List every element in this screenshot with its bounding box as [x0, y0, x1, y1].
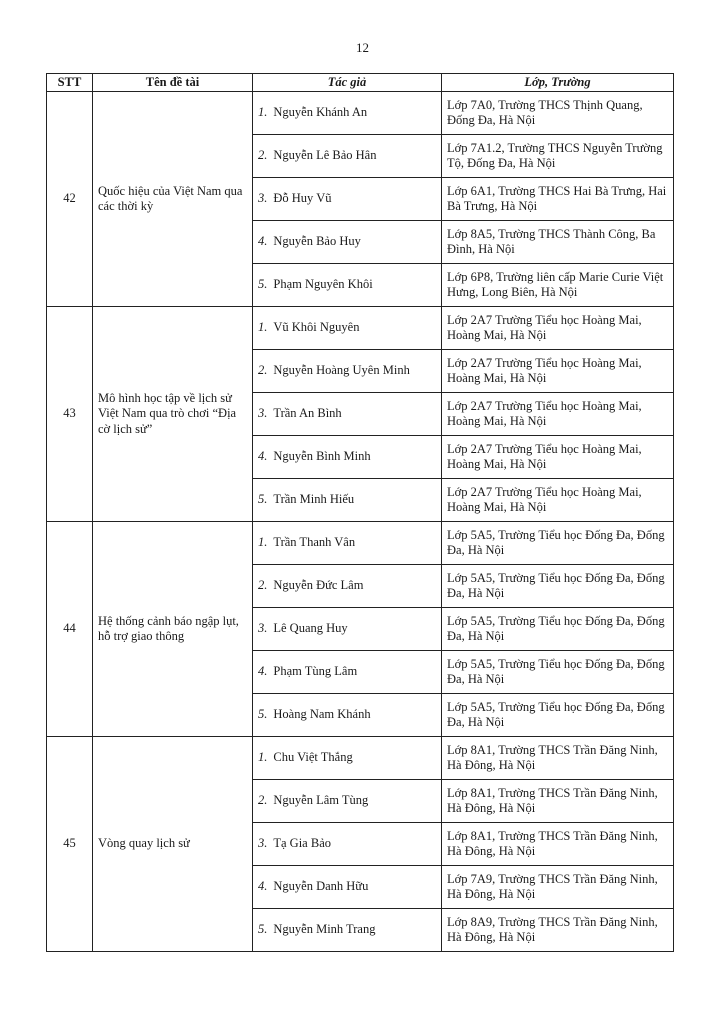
author-cell	[253, 522, 442, 565]
author-name: Chu Việt Thắng	[273, 750, 353, 765]
author-name: Lê Quang Huy	[273, 621, 348, 636]
stt-cell: 43	[47, 307, 93, 522]
topic-cell: Vòng quay lịch sử	[93, 737, 253, 952]
author-number: 2.	[258, 578, 268, 593]
header-stt: STT	[47, 74, 93, 92]
header-school: Lớp, Trường	[442, 74, 674, 92]
author-cell	[253, 178, 442, 221]
author-cell	[253, 565, 442, 608]
author-name: Nguyễn Minh Trang	[273, 922, 376, 937]
author-cell	[253, 350, 442, 393]
author-name: Phạm Nguyên Khôi	[273, 277, 373, 292]
author-name: Nguyễn Hoàng Uyên Minh	[273, 363, 410, 378]
author-name: Nguyễn Bình Minh	[273, 449, 371, 464]
author-name: Trần Thanh Vân	[273, 535, 356, 550]
school-cell: Lớp 8A9, Trường THCS Trần Đăng Ninh, Hà Đông, Hà Nội	[442, 909, 674, 952]
header-author: Tác giả	[253, 74, 442, 92]
author-number: 1.	[258, 105, 268, 120]
author-name: Nguyễn Khánh An	[273, 105, 368, 120]
school-cell: Lớp 2A7 Trường Tiểu học Hoàng Mai, Hoàng Mai, Hà Nội	[442, 307, 674, 350]
school-cell: Lớp 5A5, Trường Tiểu học Đống Đa, Đống Đa, Hà Nội	[442, 522, 674, 565]
author-name: Đỗ Huy Vũ	[273, 191, 332, 206]
topic-cell: Hệ thống cảnh báo ngập lụt, hỗ trợ giao thông	[93, 522, 253, 737]
header-topic: Tên đề tài	[93, 74, 253, 92]
author-cell	[253, 436, 442, 479]
school-cell: Lớp 8A1, Trường THCS Trần Đăng Ninh, Hà Đông, Hà Nội	[442, 780, 674, 823]
author-cell	[253, 651, 442, 694]
author-name: Vũ Khôi Nguyên	[273, 320, 360, 335]
author-cell	[253, 780, 442, 823]
participants-table	[46, 73, 674, 952]
author-number: 2.	[258, 363, 268, 378]
author-number: 4.	[258, 879, 268, 894]
author-number: 2.	[258, 793, 268, 808]
topic-cell: Mô hình học tập về lịch sử Việt Nam qua trò chơi “Địa cờ lịch sử”	[93, 307, 253, 522]
school-cell: Lớp 6P8, Trường liên cấp Marie Curie Việt Hưng, Long Biên, Hà Nội	[442, 264, 674, 307]
school-cell: Lớp 5A5, Trường Tiểu học Đống Đa, Đống Đa, Hà Nội	[442, 565, 674, 608]
school-cell: Lớp 6A1, Trường THCS Hai Bà Trưng, Hai Bà Trưng, Hà Nội	[442, 178, 674, 221]
table-body	[47, 92, 674, 952]
author-cell	[253, 307, 442, 350]
author-number: 3.	[258, 191, 268, 206]
school-cell: Lớp 2A7 Trường Tiểu học Hoàng Mai, Hoàng Mai, Hà Nội	[442, 350, 674, 393]
school-cell: Lớp 5A5, Trường Tiểu học Đống Đa, Đống Đa, Hà Nội	[442, 608, 674, 651]
author-number: 5.	[258, 492, 268, 507]
author-name: Nguyễn Bảo Huy	[273, 234, 361, 249]
author-cell	[253, 737, 442, 780]
author-name: Tạ Gia Bảo	[273, 836, 331, 851]
author-cell	[253, 92, 442, 135]
author-name: Trần Minh Hiếu	[273, 492, 355, 507]
school-cell: Lớp 2A7 Trường Tiểu học Hoàng Mai, Hoàng Mai, Hà Nội	[442, 479, 674, 522]
page-number: 12	[356, 40, 369, 55]
author-number: 4.	[258, 234, 268, 249]
author-name: Phạm Tùng Lâm	[273, 664, 358, 679]
author-name: Nguyễn Đức Lâm	[273, 578, 364, 593]
school-cell: Lớp 8A1, Trường THCS Trần Đăng Ninh, Hà Đông, Hà Nội	[442, 823, 674, 866]
school-cell: Lớp 5A5, Trường Tiểu học Đống Đa, Đống Đa, Hà Nội	[442, 694, 674, 737]
author-number: 3.	[258, 836, 268, 851]
author-name: Trần An Bình	[273, 406, 342, 421]
table-row	[47, 92, 674, 135]
author-number: 3.	[258, 621, 268, 636]
author-cell	[253, 608, 442, 651]
author-cell	[253, 866, 442, 909]
author-number: 5.	[258, 277, 268, 292]
author-number: 1.	[258, 535, 268, 550]
table-row	[47, 522, 674, 565]
author-number: 1.	[258, 750, 268, 765]
author-name: Nguyễn Lâm Tùng	[273, 793, 369, 808]
school-cell: Lớp 2A7 Trường Tiểu học Hoàng Mai, Hoàng Mai, Hà Nội	[442, 436, 674, 479]
topic-cell: Quốc hiệu của Việt Nam qua các thời kỳ	[93, 92, 253, 307]
author-cell	[253, 135, 442, 178]
author-cell	[253, 694, 442, 737]
stt-cell: 45	[47, 737, 93, 952]
table-row	[47, 307, 674, 350]
author-cell	[253, 393, 442, 436]
author-name: Nguyễn Danh Hữu	[273, 879, 369, 894]
author-cell	[253, 479, 442, 522]
author-cell	[253, 823, 442, 866]
author-number: 2.	[258, 148, 268, 163]
table-header-row	[47, 74, 674, 92]
author-cell	[253, 221, 442, 264]
school-cell: Lớp 7A1.2, Trường THCS Nguyễn Trường Tộ, Đống Đa, Hà Nội	[442, 135, 674, 178]
stt-cell: 44	[47, 522, 93, 737]
author-name: Nguyễn Lê Bảo Hân	[273, 148, 377, 163]
school-cell: Lớp 8A1, Trường THCS Trần Đăng Ninh, Hà Đông, Hà Nội	[442, 737, 674, 780]
school-cell: Lớp 5A5, Trường Tiểu học Đống Đa, Đống Đa, Hà Nội	[442, 651, 674, 694]
author-number: 4.	[258, 449, 268, 464]
school-cell: Lớp 7A9, Trường THCS Trần Đăng Ninh, Hà Đông, Hà Nội	[442, 866, 674, 909]
author-number: 5.	[258, 707, 268, 722]
table-row	[47, 737, 674, 780]
author-cell	[253, 264, 442, 307]
school-cell: Lớp 8A5, Trường THCS Thành Công, Ba Đình, Hà Nội	[442, 221, 674, 264]
school-cell: Lớp 2A7 Trường Tiểu học Hoàng Mai, Hoàng Mai, Hà Nội	[442, 393, 674, 436]
school-cell: Lớp 7A0, Trường THCS Thịnh Quang, Đống Đa, Hà Nội	[442, 92, 674, 135]
author-name: Hoàng Nam Khánh	[273, 707, 371, 722]
stt-cell: 42	[47, 92, 93, 307]
author-cell	[253, 909, 442, 952]
author-number: 5.	[258, 922, 268, 937]
author-number: 1.	[258, 320, 268, 335]
author-number: 3.	[258, 406, 268, 421]
author-number: 4.	[258, 664, 268, 679]
